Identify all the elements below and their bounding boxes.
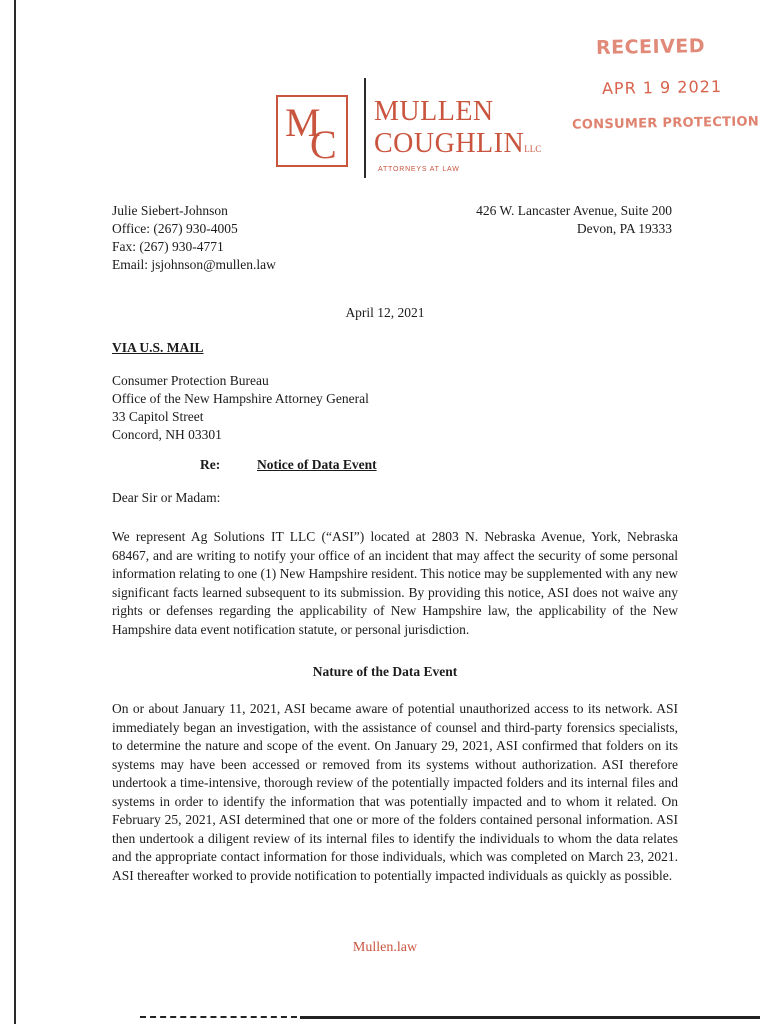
sender-fax: Fax: (267) 930-4771 <box>112 239 224 254</box>
sender-name: Julie Siebert-Johnson <box>112 203 228 218</box>
recipient-address-block <box>112 372 369 444</box>
logo-monogram-c: C <box>310 122 337 167</box>
footer-website-link[interactable]: Mullen.law <box>352 940 418 955</box>
firm-name-suffix: LLC <box>524 144 542 154</box>
recipient-line-3: 33 Capitol Street <box>112 409 204 424</box>
received-stamp-date: APR 1 9 2021 <box>601 76 723 99</box>
received-stamp: RECEIVED <box>595 35 706 59</box>
paragraph-introduction: We represent Ag Solutions IT LLC (“ASI”) located at 2803 N. Nebraska Avenue, York, Nebraska 68467, and are writing to notify your office of an incident that may affect the security of some personal information relating to one (1) New Hampshire resident. This notice may be supplemented with any new significant facts learned subsequent to its submission. By providing this notice, ASI does not waive any rights or defenses regarding the applicability of New Hampshire law, the applicability of the New Hampshire data event notification statute, or personal jurisdiction. <box>112 529 678 637</box>
salutation: Dear Sir or Madam: <box>112 490 221 505</box>
firm-address-block <box>476 202 672 238</box>
firm-address-line-2: Devon, PA 19333 <box>576 221 672 236</box>
firm-address-line-1: 426 W. Lancaster Avenue, Suite 200 <box>476 203 672 218</box>
firm-name-line-1: MULLEN <box>374 96 494 127</box>
sender-email: Email: jsjohnson@mullen.law <box>112 257 276 272</box>
section-heading: Nature of the Data Event <box>312 664 458 679</box>
firm-name-line-2 <box>374 128 541 160</box>
sender-contact-block <box>112 202 276 274</box>
sender-office-phone: Office: (267) 930-4005 <box>112 221 238 236</box>
delivery-method: VIA U.S. MAIL <box>112 340 204 355</box>
bottom-rule-solid <box>300 1016 760 1019</box>
firm-logo-monogram <box>276 95 348 167</box>
recipient-line-1: Consumer Protection Bureau <box>112 373 269 388</box>
logo-monogram-m: M <box>285 100 321 145</box>
received-stamp-department: CONSUMER PROTECTION <box>571 114 760 133</box>
scan-edge-line <box>14 0 16 1024</box>
subject-line <box>200 457 377 473</box>
logo-divider <box>364 78 366 178</box>
recipient-line-4: Concord, NH 03301 <box>112 427 222 442</box>
letter-date: April 12, 2021 <box>345 305 425 320</box>
subject-text: Notice of Data Event <box>257 457 377 472</box>
firm-name-coughlin: COUGHLIN <box>374 128 525 159</box>
recipient-line-2: Office of the New Hampshire Attorney General <box>112 391 369 406</box>
subject-label: Re: <box>200 457 221 472</box>
firm-tagline: ATTORNEYS AT LAW <box>378 166 460 173</box>
paragraph-data-event: On or about January 11, 2021, ASI became aware of potential unauthorized access to its network. ASI immediately began an investigation, with the assistance of counsel and third-party forensics specialists, to determine the nature and scope of the event. On January 29, 2021, ASI confirmed that folders on its systems may have been accessed or removed from its systems without authorization. ASI therefore undertook a time-intensive, thorough review of the potentially impacted folders and its internal files and systems in order to identify the information that was potentially impacted and to whom it related. On February 25, 2021, ASI determined that one or more of the folders contained personal information. ASI then undertook a diligent review of its internal files to identify the individuals to whom the data relates and the appropriate contact information for those individuals, which was completed on March 23, 2021. ASI thereafter worked to provide notification to potentially impacted individuals as quickly as possible. <box>112 701 678 883</box>
